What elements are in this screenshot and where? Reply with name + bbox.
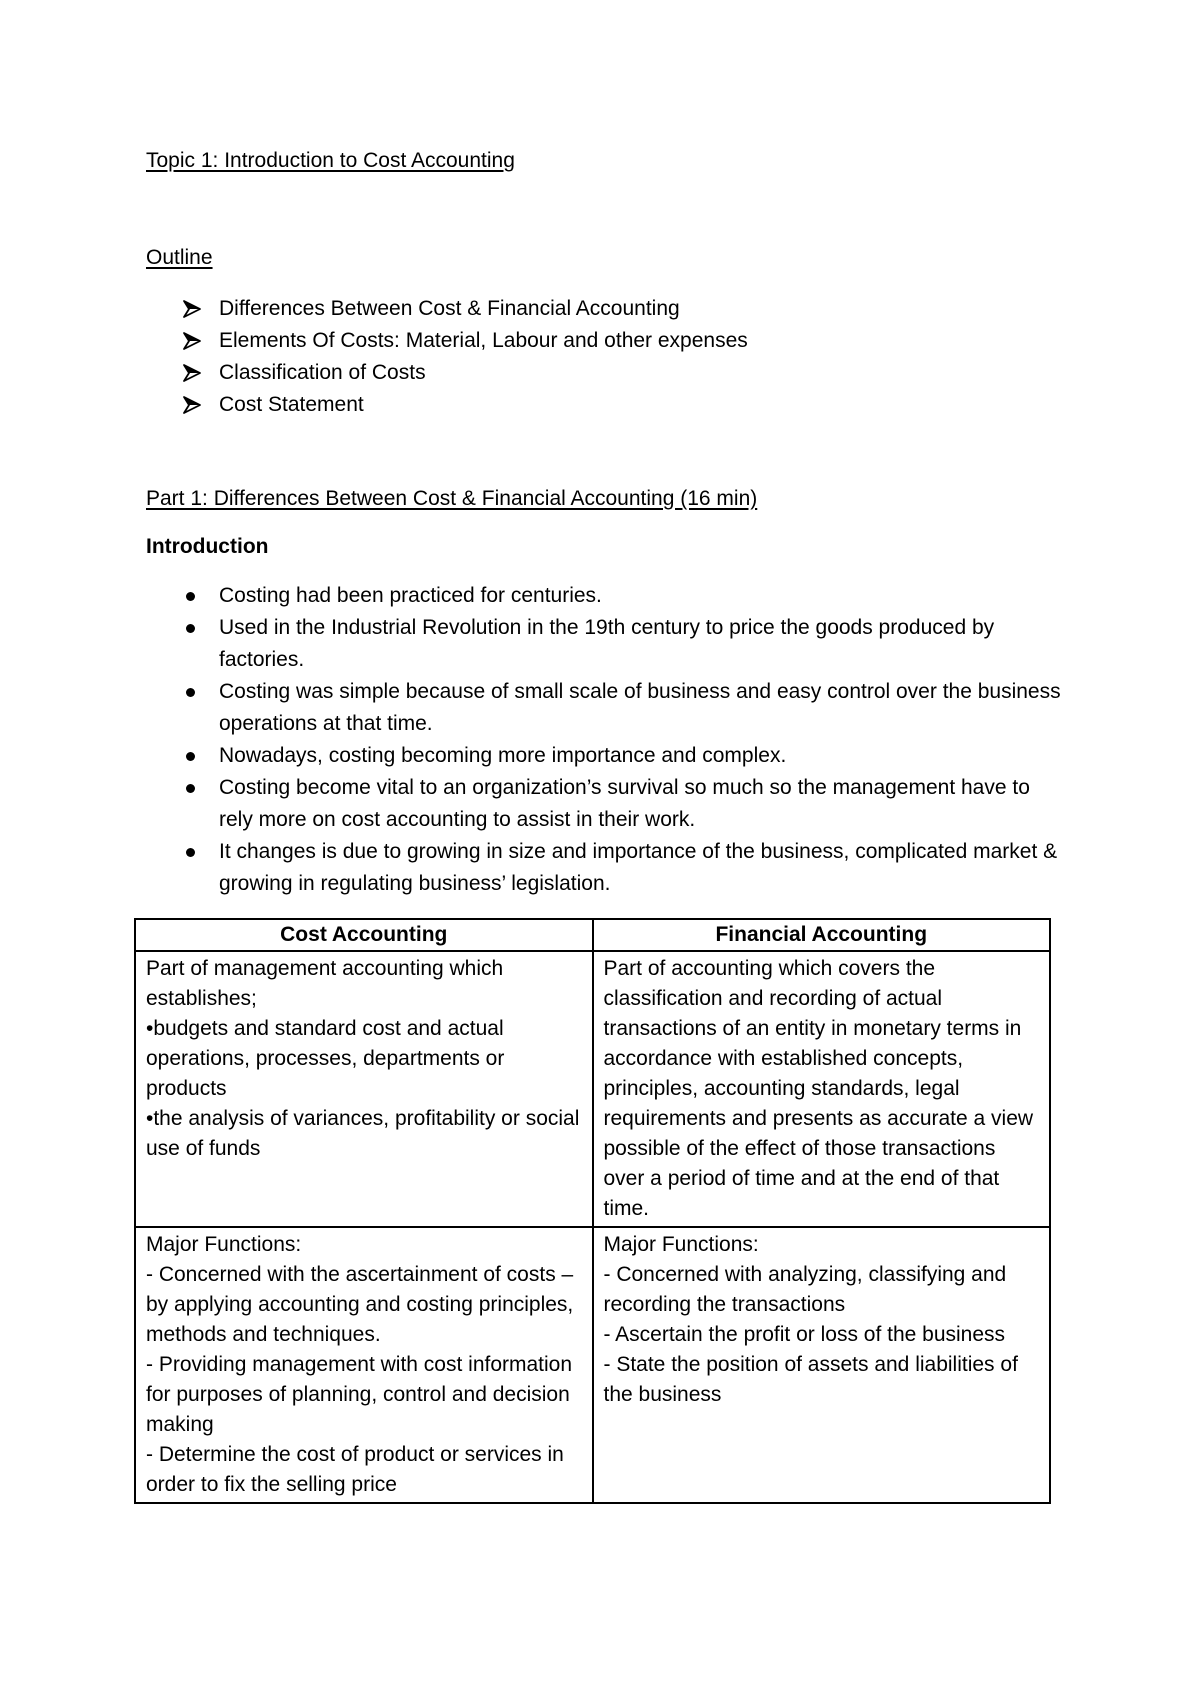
cell-line: - State the position of assets and liabilities of the business xyxy=(603,1353,1018,1406)
table-cell xyxy=(593,951,1051,1227)
outline-heading: Outline xyxy=(146,246,213,269)
bullet-dot-icon xyxy=(186,592,195,601)
arrow-bullet-icon xyxy=(182,293,202,325)
table-header-row xyxy=(135,919,1050,951)
header-financial-accounting: Financial Accounting xyxy=(593,919,1051,951)
outline-item xyxy=(146,389,748,421)
table-cell xyxy=(593,1227,1051,1503)
list-item: Costing become vital to an organization’s survival so much so the management have to rely more on cost accounting to assist in their work. xyxy=(146,772,1066,836)
table-cell xyxy=(135,951,593,1227)
cell-line: Part of management accounting which establishes; xyxy=(146,957,504,1010)
cell-line: •budgets and standard cost and actual operations, processes, departments or products xyxy=(146,1017,505,1100)
bullet-dot-icon xyxy=(186,688,195,697)
bullet-dot-icon xyxy=(186,752,195,761)
list-item: Nowadays, costing becoming more importance and complex. xyxy=(146,740,1066,772)
outline-item xyxy=(146,357,748,389)
list-item: Costing was simple because of small scale of business and easy control over the business operations at that time. xyxy=(146,676,1066,740)
table-row xyxy=(135,1227,1050,1503)
part1-heading: Part 1: Differences Between Cost & Financial Accounting (16 min) xyxy=(146,487,758,510)
bullet-dot-icon xyxy=(186,784,195,793)
cell-line: Major Functions: xyxy=(603,1233,759,1256)
list-item: Costing had been practiced for centuries. xyxy=(146,580,1066,612)
header-cost-accounting: Cost Accounting xyxy=(135,919,593,951)
outline-item-label: Differences Between Cost & Financial Accounting xyxy=(219,297,680,320)
bullet-dot-icon xyxy=(186,624,195,633)
cell-line: - Concerned with analyzing, classifying and recording the transactions xyxy=(603,1263,1007,1316)
cell-line: - Ascertain the profit or loss of the business xyxy=(603,1323,1006,1346)
table-cell xyxy=(135,1227,593,1503)
cell-line: - Concerned with the ascertainment of costs – by applying accounting and costing principles, methods and techniques. xyxy=(146,1263,574,1346)
document-title: Topic 1: Introduction to Cost Accounting xyxy=(146,149,515,172)
arrow-bullet-icon xyxy=(182,357,202,389)
outline-item-label: Classification of Costs xyxy=(219,361,426,384)
introduction-list xyxy=(146,580,1066,900)
outline-item-label: Cost Statement xyxy=(219,393,364,416)
outline-item xyxy=(146,325,748,357)
cell-line: - Determine the cost of product or services in order to fix the selling price xyxy=(146,1443,564,1496)
cell-line: - Providing management with cost information for purposes of planning, control and decision making xyxy=(146,1353,573,1436)
arrow-bullet-icon xyxy=(182,325,202,357)
outline-item xyxy=(146,293,748,325)
list-item: Used in the Industrial Revolution in the 19th century to price the goods produced by factories. xyxy=(146,612,1066,676)
cell-line: Major Functions: xyxy=(146,1233,302,1256)
comparison-table xyxy=(134,918,1051,1504)
arrow-bullet-icon xyxy=(182,389,202,421)
outline-list xyxy=(146,293,748,421)
bullet-dot-icon xyxy=(186,848,195,857)
cell-line: •the analysis of variances, profitability or social use of funds xyxy=(146,1107,580,1160)
list-item: It changes is due to growing in size and importance of the business, complicated market & growing in regulating business’ legislation. xyxy=(146,836,1066,900)
table-row xyxy=(135,951,1050,1227)
introduction-heading: Introduction xyxy=(146,535,269,558)
outline-item-label: Elements Of Costs: Material, Labour and other expenses xyxy=(219,329,748,352)
cell-line: Part of accounting which covers the classification and recording of actual transactions of an entity in monetary terms in accordance with established concepts, principles, accounting standards, legal requirements and presents as accurate a view possible of the effect of those transactions over a period of time and at the end of that time. xyxy=(603,957,1034,1220)
